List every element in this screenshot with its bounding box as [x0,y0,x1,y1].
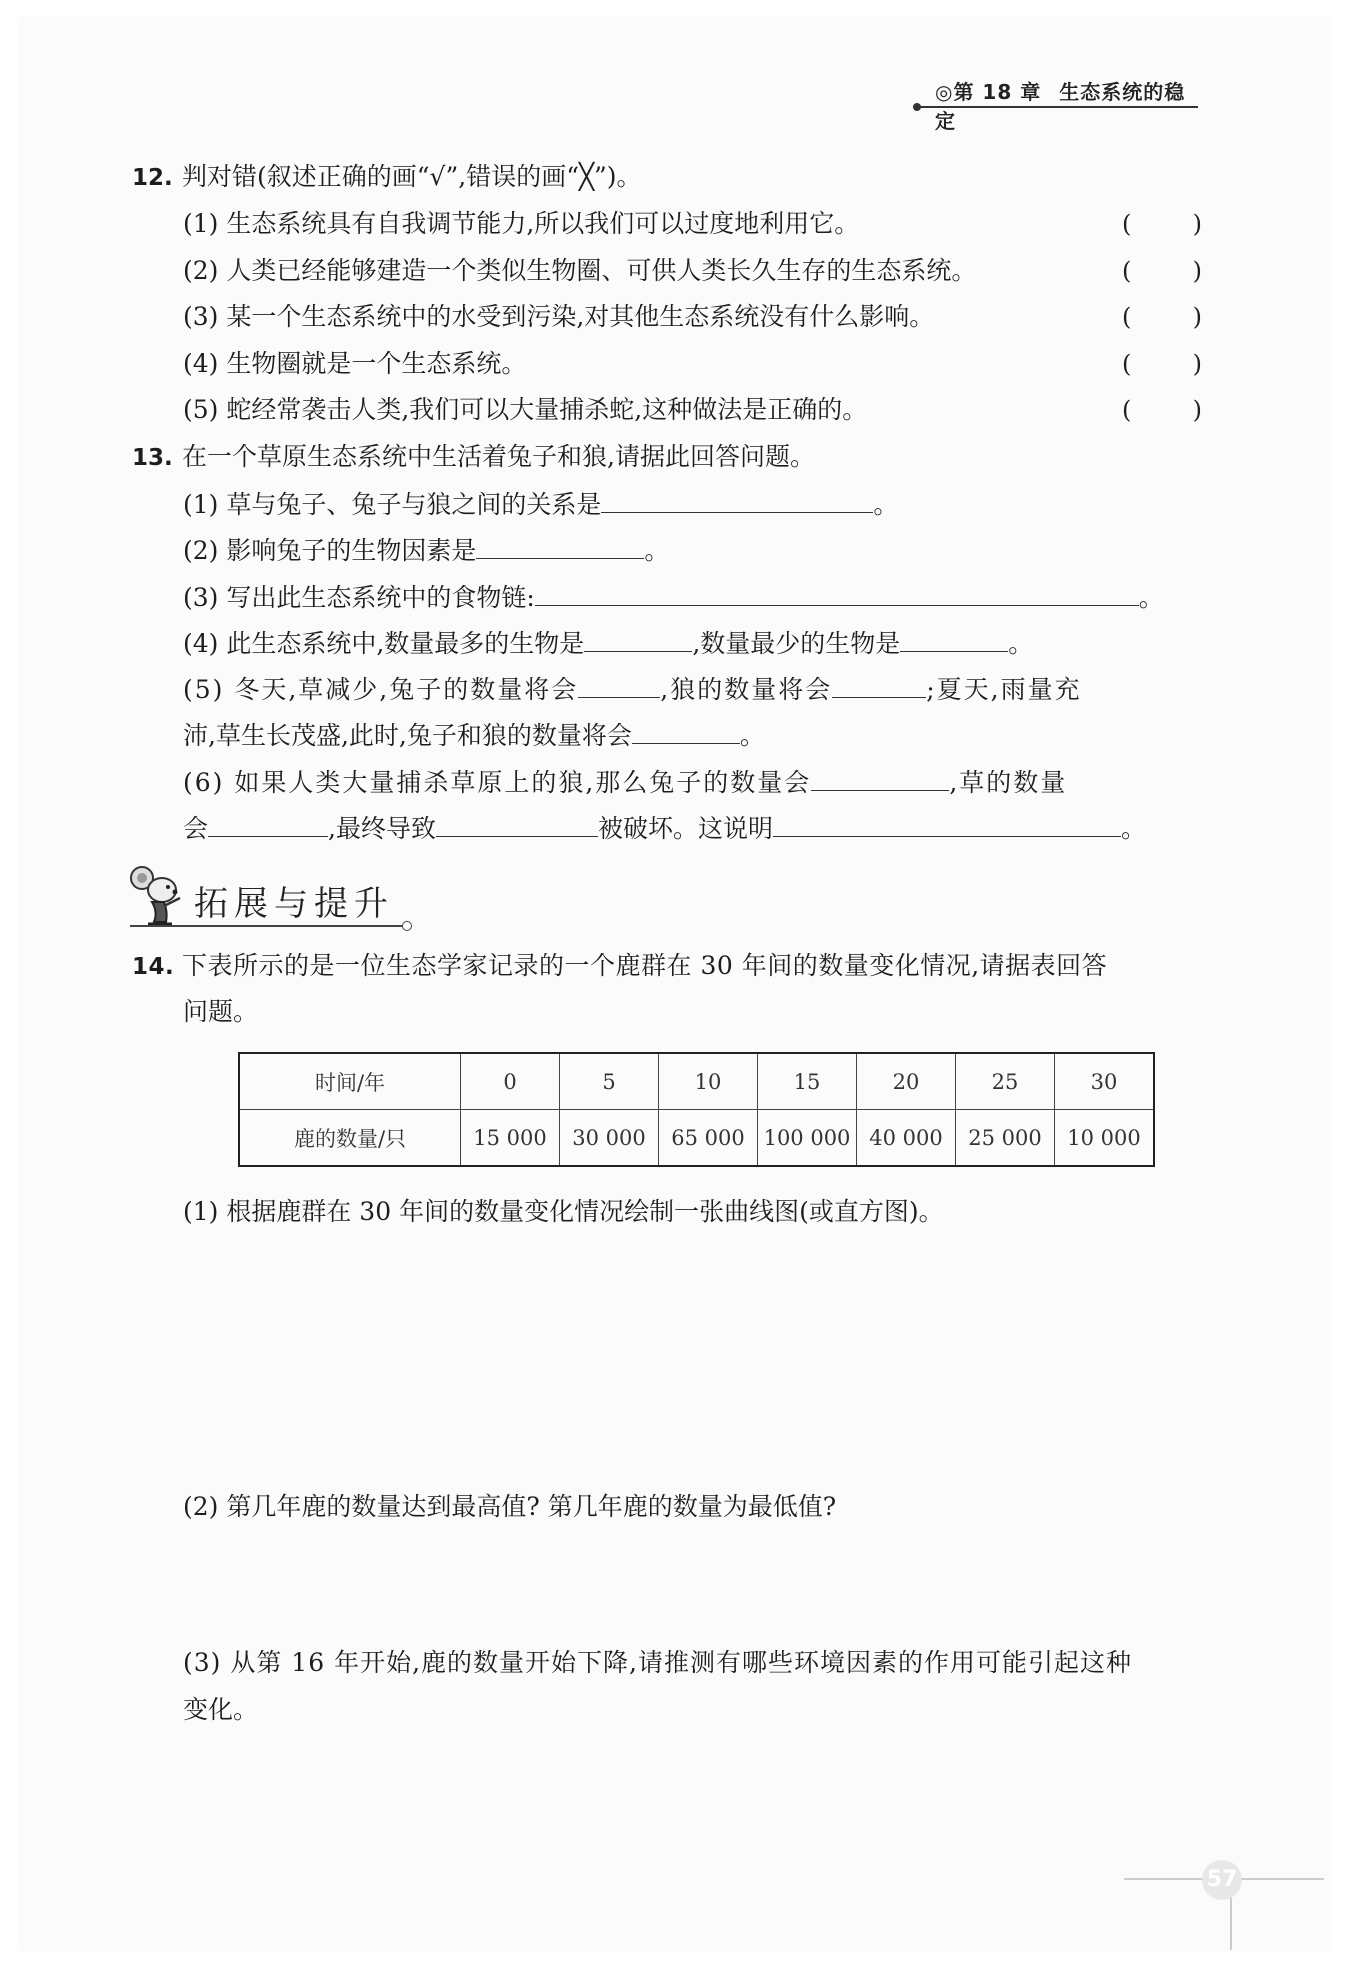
table-row [239,1053,1154,1110]
paren-close: ) [1192,303,1202,331]
paren-open: ( [1122,210,1132,238]
q13-sub-5 [183,671,1082,707]
q13-s5b-text: ,狼的数量将会 [660,675,833,704]
q14-number: 14. [132,954,175,980]
q13-s4a-text: (4) 此生态系统中,数量最多的生物是 [183,629,585,658]
answer-blank[interactable] [900,625,1008,652]
q13-s6e-text: 被破坏。这说明 [597,814,773,843]
table-cell-year: 20 [857,1053,956,1110]
q12-answer-paren-5[interactable] [1122,393,1202,427]
period: 。 [644,536,670,565]
table-cell-count: 100 000 [758,1110,857,1167]
header-rule [918,106,1198,108]
chapter-header [935,76,1195,134]
q13-sub-4 [183,625,1033,661]
section-rule-end [402,921,412,931]
page-number: 57 [1202,1860,1242,1900]
q13-s4b-text: ,数量最少的生物是 [692,629,901,658]
table-cell-year: 5 [560,1053,659,1110]
section-rule [130,925,405,927]
answer-blank[interactable] [601,486,873,513]
answer-blank[interactable] [535,579,1139,606]
q14-sub-3: (3) 从第 16 年开始,鹿的数量开始下降,请推测有哪些环境因素的作用可能引起这种 [183,1648,1132,1677]
answer-blank[interactable] [632,717,740,744]
q12-number: 12. [132,165,173,191]
q13-s1-text: (1) 草与兔子、兔子与狼之间的关系是 [183,490,602,519]
q14-sub-3-cont: 变化。 [183,1695,259,1724]
table-cell-year: 30 [1055,1053,1155,1110]
section-title: 拓展与提升 [194,884,394,924]
table-row [239,1110,1154,1167]
paren-open: ( [1122,257,1132,285]
table-cell-count: 40 000 [857,1110,956,1167]
q13-sub-1 [183,486,898,522]
table-header-time: 时间/年 [239,1053,461,1110]
q13-s5c-text: ;夏天,雨量充 [926,675,1082,704]
q13-sub-5-cont [183,717,765,753]
q13-prompt-text: 在一个草原生态系统中生活着兔子和狼,请据此回答问题。 [182,442,815,471]
q12-answer-paren-3[interactable] [1122,300,1202,334]
answer-blank[interactable] [584,625,692,652]
paren-close: ) [1192,257,1202,285]
table-cell-count: 25 000 [956,1110,1055,1167]
q14-prompt-line-1: 下表所示的是一位生态学家记录的一个鹿群在 30 年间的数量变化情况,请据表回答 [182,951,1108,980]
table-header-count: 鹿的数量/只 [239,1110,461,1167]
paren-close: ) [1192,396,1202,424]
q12-prompt-text: 判对错(叙述正确的画“√”,错误的画“╳”)。 [182,162,642,191]
q13-s5a-text: (5) 冬天,草减少,兔子的数量将会 [183,675,579,704]
paren-open: ( [1122,350,1132,378]
q13-prompt [132,440,815,475]
answer-blank[interactable] [208,810,328,837]
table-cell-count: 10 000 [1055,1110,1155,1167]
paren-close: ) [1192,210,1202,238]
answer-blank[interactable] [578,671,660,698]
q13-s6c-text: 会 [183,814,209,843]
chapter-title: 生态系统的稳定 [935,80,1186,133]
paren-close: ) [1192,350,1202,378]
table-cell-count: 15 000 [461,1110,560,1167]
q13-s2-text: (2) 影响兔子的生物因素是 [183,536,477,565]
period: 。 [1138,583,1164,612]
q13-sub-2 [183,532,669,568]
q12-item-5: (5) 蛇经常袭击人类,我们可以大量捕杀蛇,这种做法是正确的。 [183,395,868,424]
q12-answer-paren-4[interactable] [1122,347,1202,381]
paren-open: ( [1122,303,1132,331]
q13-s6d-text: ,最终导致 [328,814,436,843]
period: 。 [739,721,765,750]
q12-answer-paren-2[interactable] [1122,254,1202,288]
q12-item-3: (3) 某一个生态系统中的水受到污染,对其他生态系统没有什么影响。 [183,302,935,331]
q13-sub-6 [183,764,1067,800]
table-cell-year: 15 [758,1053,857,1110]
period: 。 [1008,629,1034,658]
table-cell-year: 10 [659,1053,758,1110]
q13-s3-text: (3) 写出此生态系统中的食物链: [183,583,535,612]
answer-blank[interactable] [436,810,598,837]
q14-prompt-line-2: 问题。 [183,997,259,1026]
answer-blank[interactable] [811,764,949,791]
q12-prompt [132,160,642,195]
q13-s6b-text: ,草的数量 [949,768,1068,797]
mouse-mascot-icon [128,862,192,930]
table-cell-count: 30 000 [560,1110,659,1167]
q14-prompt [132,949,1107,984]
answer-blank[interactable] [773,810,1121,837]
q12-item-4: (4) 生物圈就是一个生态系统。 [183,349,527,378]
q12-answer-paren-1[interactable] [1122,207,1202,241]
q14-sub-2: (2) 第几年鹿的数量达到最高值? 第几年鹿的数量为最低值? [183,1492,837,1521]
answer-blank[interactable] [476,532,644,559]
q12-item-1: (1) 生态系统具有自我调节能力,所以我们可以过度地利用它。 [183,209,860,238]
paren-open: ( [1122,396,1132,424]
q13-sub-6-cont [183,810,1146,846]
chapter-marker: ◎第 18 章 [935,80,1042,104]
period: 。 [873,490,899,519]
deer-population-table [238,1052,1155,1167]
q13-number: 13. [132,445,173,471]
q13-s5d-text: 沛,草生长茂盛,此时,兔子和狼的数量将会 [183,721,632,750]
q12-item-2: (2) 人类已经能够建造一个类似生物圈、可供人类长久生存的生态系统。 [183,256,977,285]
table-cell-year: 0 [461,1053,560,1110]
period: 。 [1120,814,1146,843]
answer-blank[interactable] [832,671,926,698]
q13-sub-3 [183,579,1164,615]
q14-sub-1: (1) 根据鹿群在 30 年间的数量变化情况绘制一张曲线图(或直方图)。 [183,1197,944,1226]
table-cell-count: 65 000 [659,1110,758,1167]
q13-s6a-text: (6) 如果人类大量捕杀草原上的狼,那么兔子的数量会 [183,768,812,797]
table-cell-year: 25 [956,1053,1055,1110]
